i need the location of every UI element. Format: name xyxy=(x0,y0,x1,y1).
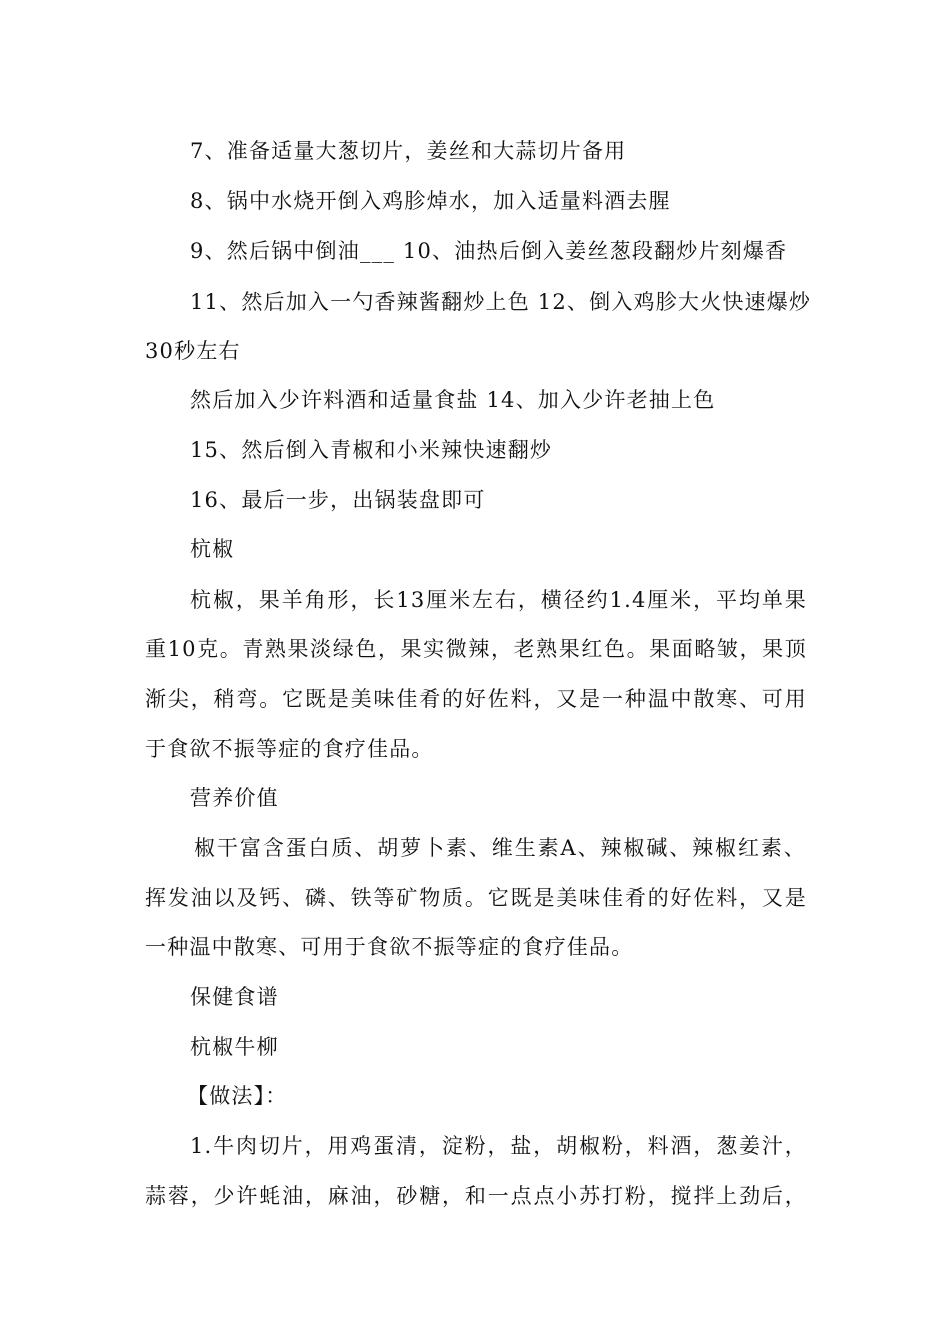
step-9-10-line: 9、然后锅中倒油___ 10、油热后倒入姜丝葱段翻炒片刻爆香 xyxy=(190,239,788,263)
recipe-title: 杭椒牛柳 xyxy=(190,1035,279,1059)
method-step-1-line-2: 蒜蓉，少许蚝油，麻油，砂糖，和一点点小苏打粉，搅拌上劲后， xyxy=(145,1184,807,1208)
nutrition-paragraph-line-2: 挥发油以及钙、磷、铁等矿物质。它既是美味佳肴的好佐料，又是 xyxy=(145,886,807,910)
step-11-12-line: 11、然后加入一勺香辣酱翻炒上色 12、倒入鸡胗大火快速爆炒 xyxy=(190,290,812,314)
heading-health-recipes: 保健食谱 xyxy=(190,985,279,1009)
method-step-1-line-1: 1.牛肉切片，用鸡蛋清，淀粉，盐，胡椒粉，料酒，葱姜汁， xyxy=(190,1134,807,1158)
step-16-line: 16、最后一步，出锅装盘即可 xyxy=(190,488,486,512)
step-13-14-line: 然后加入少许料酒和适量食盐 14、加入少许老抽上色 xyxy=(190,388,716,412)
nutrition-paragraph-line-1: 椒干富含蛋白质、胡萝卜素、维生素A、辣椒碱、辣椒红素、 xyxy=(194,836,806,860)
nutrition-paragraph-line-3: 一种温中散寒、可用于食欲不振等症的食疗佳品。 xyxy=(145,935,634,959)
hangjiao-paragraph-line-1: 杭椒，果羊角形，长13厘米左右，横径约1.4厘米，平均单果 xyxy=(190,588,807,612)
hangjiao-paragraph-line-3: 渐尖，稍弯。它既是美味佳肴的好佐料，又是一种温中散寒、可用 xyxy=(145,687,807,711)
step-7-line: 7、准备适量大葱切片，姜丝和大蒜切片备用 xyxy=(190,139,627,163)
hangjiao-paragraph-line-4: 于食欲不振等症的食疗佳品。 xyxy=(145,737,434,761)
step-15-line: 15、然后倒入青椒和小米辣快速翻炒 xyxy=(190,438,553,462)
hangjiao-paragraph-line-2: 重10克。青熟果淡绿色，果实微辣，老熟果红色。果面略皱，果顶 xyxy=(145,637,807,661)
method-label: 【做法】： xyxy=(187,1084,288,1108)
step-8-line: 8、锅中水烧开倒入鸡胗焯水，加入适量料酒去腥 xyxy=(190,189,671,213)
step-12-continuation: 30秒左右 xyxy=(145,339,241,363)
heading-hangjiao: 杭椒 xyxy=(190,537,235,561)
heading-nutrition-value: 营养价值 xyxy=(190,786,279,810)
